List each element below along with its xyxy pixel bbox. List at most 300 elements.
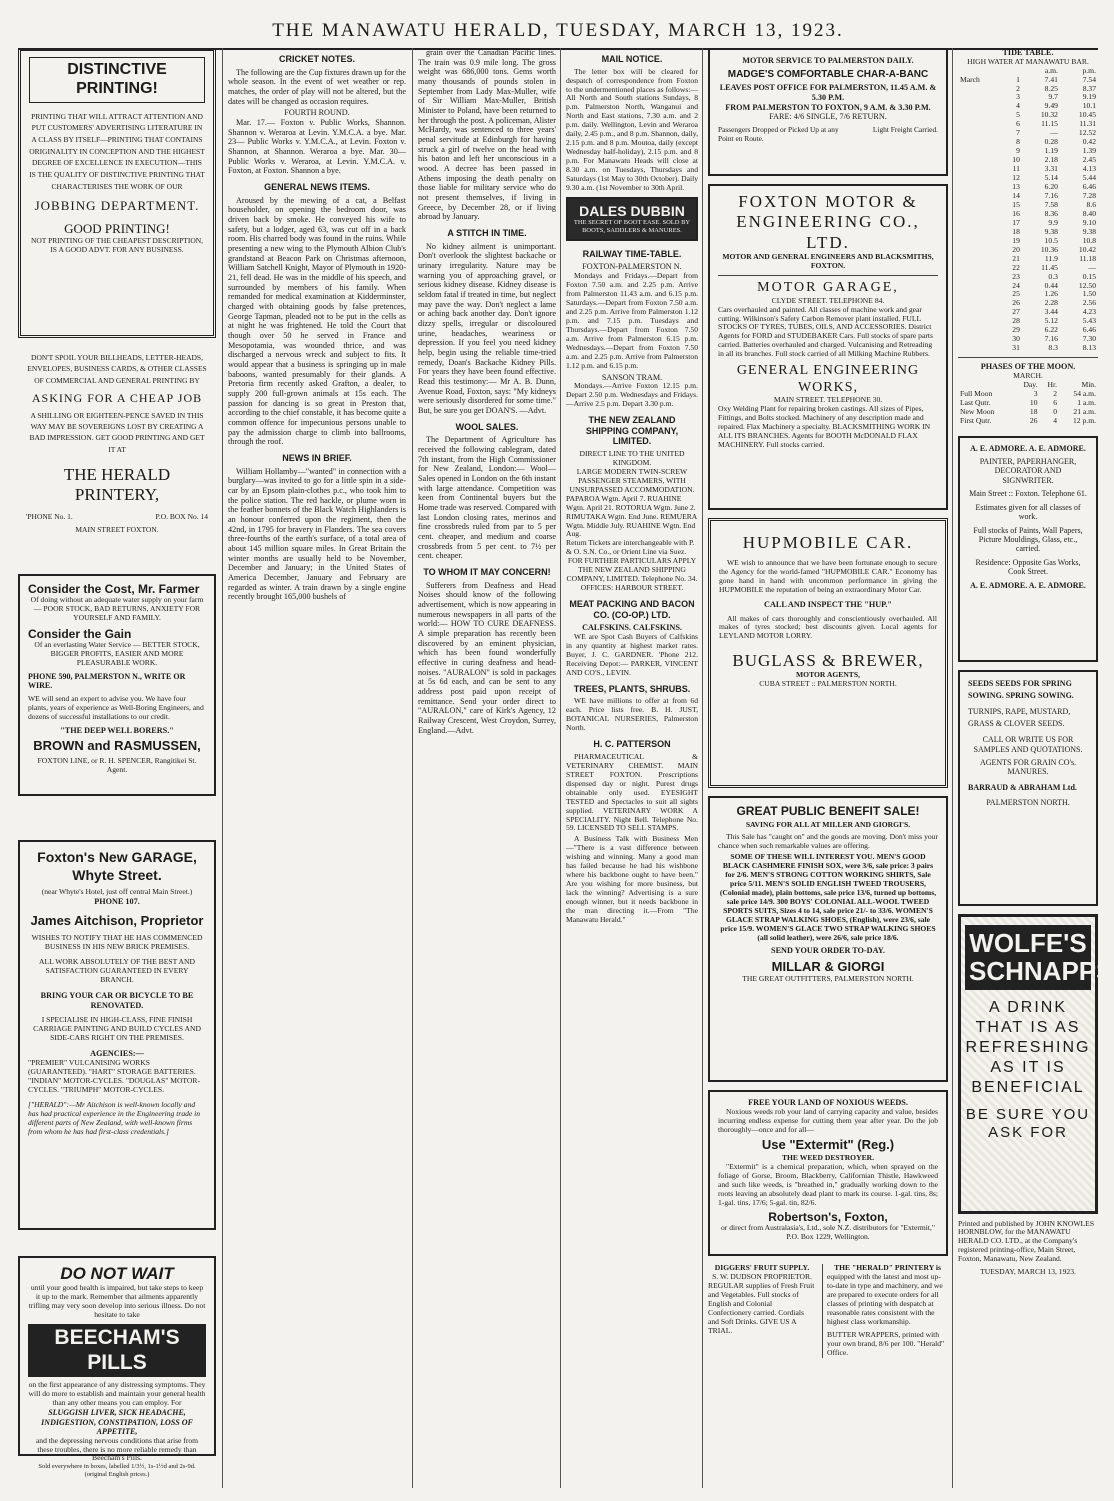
weeds-body: Noxious weeds rob your land of carrying capacity and value, besides incurring endless expense for cutting them year after year. Do the job thoroughly—once and for all— <box>718 1106 938 1134</box>
spoil-text: DON'T SPOIL YOUR BILLHEADS, LETTER-HEADS, ENVELOPES, BUSINESS CARDS, & OTHER CLASSES OF COMMERCIAL AND GENERAL PRINTING BY <box>27 353 207 385</box>
madge-leaves: LEAVES POST OFFICE FOR PALMERSTON, 11.45 A.M. & 5.30 P.M. <box>719 83 937 103</box>
phase-cell: 0 <box>1053 406 1057 416</box>
tide-row <box>958 237 1098 246</box>
garage-body: Cars overhauled and painted. All classes of machine work and gear cutting. Wilkinson's Safety Carbon Remover plant installed. FULL STOCKS OF TYRES, TUBES, OILS, AND ACCESSORIES. District Agents for FORD and STUDEBAKER Cars. Full stocks of spare parts carried. Batteries overhauled and charged. Vulcanising and Retreading in all its branches. Full stock carried of all Milking Machine Rubbers. <box>718 304 933 359</box>
sanson-body: Mondays.—Arrive Foxton 12.15 p.m. Depart 2.50 p.m. Wednesdays and Fridays.—Arrive 2.5 p.m. Depart 3.30 p.m. <box>566 381 698 409</box>
tide-cell: 17 <box>1012 217 1020 227</box>
tide-cell: 0.3 <box>1048 271 1058 281</box>
diggers-title: DIGGERS' FRUIT SUPPLY. <box>714 1263 810 1272</box>
madge-passengers: Passengers Dropped or Picked Up at any Point en Route. <box>718 125 839 143</box>
tide-cell: 11.31 <box>1079 119 1096 129</box>
tide-row <box>958 290 1098 299</box>
tide-cell: 6.20 <box>1044 182 1058 192</box>
tide-cell: 20 <box>1012 244 1020 254</box>
wolfe-sure: BE SURE YOU ASK FOR <box>965 1105 1091 1142</box>
mail-body: The letter box will be cleared for despatch of correspondence from Foxton to the undermentioned places as follows:— All North and South stations Sundays, 8 p.m. Palmerston North, Wanganui and North and East stations, 7.30 a.m. and 2 p.m. daily. Wellington, Levin and Weraroa daily, 2.45 p.m., and 8 p.m. Shannon, daily, 2.15 p.m. and 8 p.m. Moutoa, daily (except Wednesday half-holiday), 2.15 p.m. and 8 p.m. For Manawatu Heads will close at 8.30 a.m. on Tuesdays, Thursdays and Saturdays (1st May to 30th October). Daily 9.30 a.m. (1st November to 30th April. <box>566 66 698 192</box>
tide-row <box>958 120 1098 129</box>
tide-cell: 7.16 <box>1044 334 1058 344</box>
seeds-list: TURNIPS, RAPE, MUSTARD, GRASS & CLOVER SEEDS. <box>968 706 1071 729</box>
hupmobile-title: HUPMOBILE CAR. <box>742 533 914 552</box>
tide-row <box>958 174 1098 183</box>
sale-ad <box>708 796 948 1082</box>
tide-cell: 7.54 <box>1082 74 1096 84</box>
robertson-sub: or direct from Australasia's, Ltd., sole N.Z. distributors for "Extermit," P.O. Box 1229, Wellington. <box>720 1222 936 1241</box>
railway-sub: FOXTON-PALMERSTON N. <box>582 262 682 272</box>
tide-title: TIDE TABLE. <box>1002 48 1054 57</box>
tide-cell: — <box>1088 262 1096 272</box>
cost-body: Of doing without an adequate water supply on your farm — POOR STOCK, BAD RETURNS, ANXIETY FOR YOURSELF AND FAMILY. <box>30 595 204 623</box>
brown-agent: FOXTON LINE, or R. H. SPENCER, Rangitikei St. Agent. <box>37 755 197 774</box>
tide-row <box>958 308 1098 317</box>
sale-items: SOME OF THESE WILL INTEREST YOU. MEN'S GOOD BLACK CASHMERE FINISH SOX, were 3/6, sale price: 3 pairs for 2/6. MEN'S STRONG COTTON WORKING SHIRTS, Sale price 5/11. MEN'S SOLID ENGLISH TWEED TROUSERS, (Colonial made), plain bottoms, sale price 13/6, turned up bottoms, sale price 14/9. 300 BOYS' COLONIAL ALL-WOOL TWEED SPORTS SUITS, Sizes 4 to 14, sale price 21/- to 33/6. WOMEN'S GLACE STRAP WALKING SHOES, (English), were 23/6, sale price 15/9. WOMEN'S GLACE TWO STRAP WALKING SHOES (all solid leather), were 26/6, sale price 18/6. <box>719 852 937 942</box>
tide-row <box>958 76 1098 85</box>
tide-cell: 15 <box>1012 199 1020 209</box>
beecham-body: on the first appearance of any distressing symptoms. They will do more to establish and maintain your general health than any other means you can employ. For <box>28 1380 206 1408</box>
tide-cell: 11 <box>1012 164 1020 174</box>
tide-row <box>958 93 1098 102</box>
tide-row <box>958 219 1098 228</box>
tide-table <box>958 67 1098 354</box>
tide-cell: 8.40 <box>1082 208 1096 218</box>
printery-title: THE "HERALD" PRINTERY is <box>834 1263 941 1272</box>
column-4 <box>566 48 698 1488</box>
hupmobile-ad <box>708 518 948 788</box>
garage-sub: (near Whyte's Hotel, just off central Main Street.) <box>41 887 193 897</box>
tide-cell: 10.42 <box>1078 244 1096 254</box>
tide-cell: 28 <box>1012 316 1020 326</box>
tide-cell: 5 <box>1016 110 1020 120</box>
column-5 <box>708 48 948 1488</box>
admore-ad <box>958 436 1098 662</box>
tide-month-label: March <box>960 74 980 84</box>
foxton-motor-sub: MOTOR AND GENERAL ENGINEERS AND BLACKSMITHS, FOXTON. <box>722 252 934 271</box>
tide-cell: 4.23 <box>1082 307 1096 317</box>
tide-cell: 12 <box>1012 173 1020 183</box>
tide-cell: 8 <box>1016 137 1020 147</box>
phases-table <box>958 381 1098 426</box>
tide-row <box>958 111 1098 120</box>
phone-590: PHONE 590, PALMERSTON N., WRITE OR WIRE. <box>28 672 186 691</box>
printery-phone: 'PHONE No. 1. <box>26 512 73 521</box>
extermit-sub: THE WEED DESTROYER. <box>781 1152 875 1162</box>
tide-cell: 0.42 <box>1082 137 1096 147</box>
tide-cell: 27 <box>1012 307 1020 317</box>
tide-row <box>958 147 1098 156</box>
tide-cell: 9.38 <box>1082 226 1096 236</box>
tide-row <box>958 156 1098 165</box>
herald-printery-heading: THE HERALD PRINTERY, <box>63 464 171 504</box>
tide-cell: 2.28 <box>1044 298 1058 308</box>
tide-cell: 11.45 <box>1041 262 1058 272</box>
motor-garage: MOTOR GARAGE, <box>757 280 899 296</box>
phases-title: PHASES OF THE MOON. <box>980 362 1076 372</box>
tide-cell: 8.3 <box>1048 343 1058 353</box>
good-printing-heading: GOOD PRINTING! <box>64 221 170 237</box>
tide-cell: 4.13 <box>1082 164 1096 174</box>
meat-heading: MEAT PACKING AND BACON CO. (CO-OP.) LTD. <box>569 599 695 620</box>
sale-saving: SAVING FOR ALL AT MILLER AND GIORGI'S. <box>745 820 911 830</box>
gain-body: Of an everlasting Water Service — BETTER STOCK, BIGGER PROFITS, EASIER AND MORE PLEASURABLE WORK. <box>34 640 200 668</box>
engineering-main: MAIN STREET. TELEPHONE 30. <box>773 395 883 405</box>
phase-cell: 10 <box>1029 397 1038 407</box>
trees-heading: TREES, PLANTS, SHRUBS. <box>573 683 691 694</box>
tide-row <box>958 326 1098 335</box>
consider-gain-heading: Consider the Gain <box>28 627 132 642</box>
madge-from: FROM PALMERSTON TO FOXTON, 9 A.M. & 3.30 P.M. <box>725 102 931 112</box>
admore-main: Main Street :: Foxton. Telephone 61. <box>969 489 1087 499</box>
phase-cell: 54 a.m. <box>1073 388 1096 398</box>
phase-row <box>958 417 1098 426</box>
phase-cell: New Moon <box>960 406 995 416</box>
tide-cell: 22 <box>1012 262 1020 272</box>
news-brief-heading: NEWS IN BRIEF. <box>282 453 352 464</box>
tide-cell: 7.30 <box>1082 334 1096 344</box>
tide-header-cell: a.m. <box>1044 65 1058 75</box>
sanson-heading: SANSON TRAM. <box>601 372 663 382</box>
seeds-agents: AGENTS FOR GRAIN CO's. MANURES. <box>979 757 1077 777</box>
tide-cell: 1.26 <box>1044 289 1058 299</box>
tide-row <box>958 344 1098 353</box>
phase-cell: Full Moon <box>960 388 993 398</box>
tide-cell: 12.52 <box>1078 128 1096 138</box>
tide-row <box>958 317 1098 326</box>
garage-specialise: I SPECIALISE IN HIGH-CLASS, FINE FINISH CARRIAGE PAINTING AND BUILD CYCLES AND SIDE-CARS RIGHT ON THE PREMISES. <box>33 1015 201 1043</box>
phase-cell: 2 <box>1053 388 1057 398</box>
phases-month: MARCH. <box>1013 370 1043 380</box>
tide-row <box>958 255 1098 264</box>
tide-cell: 24 <box>1012 280 1020 290</box>
madge-fare: FARE: 4/6 SINGLE, 7/6 RETURN. <box>769 112 887 122</box>
tide-cell: 8.6 <box>1086 199 1096 209</box>
tide-cell: 1 <box>1016 74 1020 84</box>
concern-body: Sufferers from Deafness and Head Noises should know of the following advertisement, which is now appearing in numerous newspapers in all parts of the world:— HOW TO CURE DEAFNESS. A simple preparation has recently been discovered by an eminent physician, which has been found wonderfully effective in curing deafness and head-noises. "AURALON" is sold in packages at 5s 6d each, and can be sent to any address post paid upon receipt of remittance. Send your order direct to "AURALON," care of Kirk's Agency, 12 Railway Crescent, West Croydon, Surrey, England.—Advt. <box>418 580 556 735</box>
tide-cell: 12.50 <box>1078 280 1096 290</box>
foxton-motor-ad <box>708 184 948 510</box>
tide-cell: 4 <box>1016 101 1020 111</box>
wolfe-slogan: A DRINK THAT IS AS REFRESHING AS IT IS BENEFICIAL <box>965 998 1091 1096</box>
column-3 <box>418 48 556 1488</box>
wool-body: The Department of Agriculture has received the following cablegram, dated 7th instant, from the High Commissioner for New Zealand, London:— Wool—Sales opened in London on the 6th instant with large attendance. Competition was keen from Continental buyers but the Home trade was reserved. Compared with last London closing rates, merinos and fine crossbreds ruled from par to 5 per cent. cheaper, and medium and coarse crossbreds from 5 per cent. to 7½ per cent. cheaper. <box>418 435 556 561</box>
tide-cell: 3.31 <box>1044 164 1058 174</box>
shipping-ships: PAPAROA Wgtn. April 7. RUAHINE Wgtn. April 21. ROTORUA Wgtn. June 2. RIMUTAKA Wgtn. End June. REMUERA Wgtn. Middle July. RUAHINE Wgtn. End Aug. <box>566 493 697 539</box>
shipping-heading: THE NEW ZEALAND SHIPPING COMPANY, LIMITED. <box>585 415 679 447</box>
tide-cell: 9 <box>1016 146 1020 156</box>
garage-title: Foxton's New GARAGE, Whyte Street. <box>37 849 197 884</box>
tide-cell: 11.15 <box>1041 119 1058 129</box>
garage-ad <box>18 840 216 1230</box>
tide-cell: 9.7 <box>1048 92 1058 102</box>
tide-cell: 3 <box>1016 92 1020 102</box>
phase-cell: 12 p.m. <box>1073 415 1096 425</box>
seeds-ad <box>958 670 1098 906</box>
phase-cell: 26 <box>1029 415 1038 425</box>
tide-cell: 11.9 <box>1044 253 1058 263</box>
tide-cell: 10.32 <box>1040 110 1058 120</box>
tide-row <box>958 183 1098 192</box>
tide-row <box>958 85 1098 94</box>
butter-wrappers: BUTTER WRAPPERS, printed with your own brand, 8/6 per 100. "Herald" Office. <box>827 1329 945 1357</box>
printing-ad <box>18 48 216 338</box>
tide-cell: 7 <box>1016 128 1020 138</box>
trees-body: WE have millions to offer at from 6d each. Price lists free. B. H. JUST, BOTANICAL NURSERIES, Palmerston North. <box>566 696 698 733</box>
tide-row <box>958 129 1098 138</box>
tide-cell: 16 <box>1012 208 1020 218</box>
tide-cell: 3.44 <box>1044 307 1058 317</box>
tide-cell: — <box>1050 128 1058 138</box>
tide-cell: 9.19 <box>1082 92 1096 102</box>
tide-cell: 10 <box>1012 155 1020 165</box>
tide-cell: 6.46 <box>1082 182 1096 192</box>
tide-cell: 8.36 <box>1044 208 1058 218</box>
beecham-end: and the depressing nervous conditions that arise from these troubles, there is no more reliable remedy than Beecham's Pills. <box>35 1435 199 1463</box>
tide-cell: 10.1 <box>1082 101 1096 111</box>
beecham-sold: Sold everywhere in boxes, labelled 1/3½, 1s-1½d and 2s-9d. (original English prices.) <box>38 1463 196 1479</box>
tide-row <box>958 102 1098 111</box>
tide-row <box>958 138 1098 147</box>
tide-row <box>958 335 1098 344</box>
patterson-heading: H. C. PATTERSON <box>593 739 671 750</box>
phase-cell: 21 a.m. <box>1073 406 1096 416</box>
tide-cell: 7.28 <box>1082 190 1096 200</box>
garage-all-work: ALL WORK ABSOLUTELY OF THE BEST AND SATISFACTION GUARANTEED IN EVERY BRANCH. <box>38 957 196 985</box>
tide-cell: 14 <box>1012 190 1020 200</box>
tide-cell: 10.8 <box>1082 235 1096 245</box>
garage-phone: PHONE 107. <box>94 897 140 907</box>
sale-title: GREAT PUBLIC BENEFIT SALE! <box>736 804 920 818</box>
buglass-address: CUBA STREET :: PALMERSTON NORTH. <box>759 679 897 689</box>
railway-heading: RAILWAY TIME-TABLE. <box>582 248 682 259</box>
garage-bring: BRING YOUR CAR OR BICYCLE TO BE RENOVATED. <box>40 991 194 1010</box>
railway-body: Mondays and Fridays.—Depart from Foxton 7.50 a.m. and 2.25 p.m. Arrive from Palmerston 11.43 a.m. and 6.15 p.m. Saturdays.—Depart from Foxton 7.50 a.m. and 2.25 p.m. Arrive from Palmerston 1.12 p.m. and 7.15 p.m. Tuesdays and Thursdays.—Depart from Foxton 7.50 a.m. Arrive from Palmerston 6.15 p.m. Wednesdays.—Depart from Foxton 7.50 a.m. and 2.25 p.m. Arrive from Palmerston 1.12 p.m. and 6.15 p.m. <box>566 271 698 370</box>
tide-cell: 8.37 <box>1082 83 1096 93</box>
tide-cell: 1.50 <box>1082 289 1096 299</box>
tide-cell: 6.22 <box>1044 325 1058 335</box>
diggers-body: REGULAR supplies of Fresh Fruit and Vegetables. Full stocks of English and Colonial Confectionery carried. Cordials and Soft Drinks. GIVE US A TRIAL. <box>708 1280 815 1335</box>
agencies-list: "PREMIER" VULCANISING WORKS (GUARANTEED). "HART" STORAGE BATTERIES. "INDIAN" MOTOR-CYCLES. "DOUGLAS" MOTOR-CYCLES. "TRIUMPH" MOTOR-CYCLES. <box>28 1057 201 1094</box>
tide-cell: 19 <box>1012 235 1020 245</box>
tide-cell: 21 <box>1012 253 1020 263</box>
buglass-sub: MOTOR AGENTS, <box>796 670 860 680</box>
beecham-ad <box>18 1256 216 1479</box>
beecham-ailments: SLUGGISH LIVER, SICK HEADACHE, INDIGESTION, CONSTIPATION, LOSS OF APPETITE, <box>41 1408 193 1437</box>
tide-row <box>958 192 1098 201</box>
tide-cell: 30 <box>1012 334 1020 344</box>
phase-header-cell: Min. <box>1081 379 1096 389</box>
stitch-heading: A STITCH IN TIME. <box>447 228 527 239</box>
tide-row <box>958 282 1098 291</box>
tide-cell: 1.19 <box>1044 146 1058 156</box>
printing-title: DISTINCTIVE PRINTING! <box>29 57 205 103</box>
calfskins: CALFSKINS. CALFSKINS. <box>582 623 682 633</box>
barraud: BARRAUD & ABRAHAM Ltd. <box>968 782 1077 792</box>
aitchison-heading: James Aitchison, Proprietor <box>30 913 204 928</box>
madge-ad <box>708 48 948 176</box>
phase-cell: First Qutr. <box>960 415 992 425</box>
tide-cell: 31 <box>1012 343 1020 353</box>
wolfe-name: WOLFE'S SCHNAPPS <box>965 925 1091 990</box>
tide-cell: 5.44 <box>1082 173 1096 183</box>
madge-freight: Light Freight Carried. <box>872 125 938 135</box>
dales-ad <box>566 197 698 241</box>
good-printing-body: NOT PRINTING OF THE CHEAPEST DESCRIPTION, IS A GOOD ADVT. FOR ANY BUSINESS. <box>30 235 204 254</box>
miller-sub: THE GREAT OUTFITTERS, PALMERSTON NORTH. <box>742 973 914 983</box>
phase-cell: Last Qutr. <box>960 397 991 407</box>
tide-row <box>958 299 1098 308</box>
tide-cell: 2.18 <box>1044 155 1058 165</box>
engineering-body: Oxy Welding Plant for repairing broken castings. All sizes of Pipes, Fittings, and Bolts stocked. Machinery of any description made and repaired. Flax Machinery a specialty. BLACKSMITHING WORK IN ALL ITS BRANCHES. Agents for BOOTH McDONALD FLAX MACHINERY. Full stocks carried. <box>718 404 931 450</box>
concern-heading: TO WHOM IT MAY CONCERN! <box>423 567 551 578</box>
deep-well-heading: "THE DEEP WELL BORERS." <box>60 725 174 735</box>
sale-body: This Sale has "caught on" and the goods are moving. Don't miss your chance when such remarkable values are offering. <box>718 832 938 851</box>
imprint: Printed and published by JOHN KNOWLES HORNBLOW, for the MANAWATU HERALD CO. LTD., at the Company's registered printing-office, Main Street, Foxton, Manawatu, New Zealand. <box>958 1218 1095 1264</box>
phase-cell: 4 <box>1053 415 1057 425</box>
hupmobile-body: WE wish to announce that we have been fortunate enough to secure the Agency for the world-famed "HUPMOBILE CAR." Economy has gone hand in hand with uncommon performance in giving the HUPMOBILE the reputation of being an extraordinary Motor Car. <box>719 558 937 594</box>
jobbing-heading: JOBBING DEPARTMENT. <box>34 198 200 214</box>
tide-row <box>958 273 1098 282</box>
admore-bottom: A. E. ADMORE. A. E. ADMORE. <box>970 580 1086 590</box>
business-talk: A Business Talk with Business Men—"There is a vast difference between wishing and winning. Many a good man has failed because he had his wishbone where his backbone ought to have been." Are you wishing for more business, but lack the winning? Advertising is a sure enough winner, but it needs backbone in the man directing it.—From "The Manawatu Herald." <box>566 834 698 924</box>
well-body: WE will send an expert to advise you. We have four plants, years of experience as Well-Boring Engineers, and dozens of successful installations to our credit. <box>28 693 204 721</box>
printing-body: PRINTING THAT WILL ATTRACT ATTENTION AND PUT CUSTOMERS' ADVERTISING LITERATURE IN A CLASS BY ITSELF—PRINTING THAT CONTAINS ORIGINALITY IN CONCEPTION AND THE HIGHEST DEGREE OF EXCELLENCE IN EXECUTION—THIS IS THE QUALITY OF DISTINCTIVE PRINTING THAT CHARACTERISES THE WORK OF OUR <box>29 111 205 191</box>
admore-stock: Full stocks of Paints, Wall Papers, Picture Mouldings, Glass, etc., carried. <box>973 525 1083 554</box>
tide-row <box>958 246 1098 255</box>
beecham-intro: until your good health is impaired, but take steps to keep it up to the mark. Remember that ailments apparently trifling may very soon develop into serious illness. Do not hesitate to take <box>28 1283 206 1319</box>
tide-cell: 9.10 <box>1082 217 1096 227</box>
tide-row <box>958 165 1098 174</box>
consider-cost-heading: Consider the Cost, Mr. Farmer <box>28 582 200 596</box>
tide-cell: 7.41 <box>1044 74 1058 84</box>
cricket-heading: CRICKET NOTES. <box>278 54 355 64</box>
tide-cell: 5.12 <box>1044 316 1058 326</box>
masthead: THE MANAWATU HERALD, TUESDAY, MARCH 13, 1923. <box>18 20 1098 50</box>
sale-send: SEND YOUR ORDER TO-DAY. <box>771 945 885 955</box>
tide-cell: 9.49 <box>1044 101 1058 111</box>
shipping-return: Return Tickets are interchangeable with P. & O. S.N. Co., or Orient Line via Suez. <box>566 538 695 557</box>
fourth-round: FOURTH ROUND. <box>284 108 350 118</box>
weeds-title: FREE YOUR LAND OF NOXIOUS WEEDS. <box>748 1098 908 1107</box>
meat-body: WE are Spot Cash Buyers of Calfskins in any quantity at highest market rates. Buyer, J. C. GARDNER. 'Phone 212. Receiving Depot:— PARKER, VINCENT AND CO'S., LEVIN. <box>566 632 698 677</box>
tide-cell: 5.43 <box>1082 316 1096 326</box>
tide-cell: 10.5 <box>1044 235 1058 245</box>
tide-cell: 23 <box>1012 271 1020 281</box>
miller-giorgi: MILLAR & GIORGI <box>771 959 885 975</box>
phase-cell: 1 a.m. <box>1077 397 1096 407</box>
tide-cell: 29 <box>1012 325 1020 335</box>
asking-heading: ASKING FOR A CHEAP JOB <box>31 390 203 405</box>
tide-cell: 10.45 <box>1078 110 1096 120</box>
wool-heading: WOOL SALES. <box>455 421 519 432</box>
mail-heading: MAIL NOTICE. <box>601 54 663 64</box>
tide-cell: 2.45 <box>1082 155 1096 165</box>
tide-cell: 9.9 <box>1048 217 1058 227</box>
garage-wishes: WISHES TO NOTIFY THAT HE HAS COMMENCED BUSINESS IN HIS NEW BRICK PREMISES. <box>31 933 203 952</box>
phase-header-cell: Hr. <box>1047 379 1057 389</box>
beecham-title: BEECHAM'S PILLS <box>28 1324 206 1378</box>
tide-cell: 10.36 <box>1040 244 1058 254</box>
engineering-title: GENERAL ENGINEERING WORKS, <box>736 363 920 395</box>
tide-cell: 13 <box>1012 182 1020 192</box>
tide-cell: 2 <box>1016 83 1020 93</box>
column-6 <box>958 48 1114 1488</box>
admore-top: A. E. ADMORE. A. E. ADMORE. <box>970 443 1086 453</box>
extermit-ad <box>708 1090 948 1256</box>
shipping-line: DIRECT LINE TO THE UNITED KINGDOM. <box>579 448 685 467</box>
patterson-body: PHARMACEUTICAL & VETERINARY CHEMIST. MAIN STREET FOXTON. Prescriptions dispensed day or night. Purest drugs obtainable only used. EYESIGHT TESTED and Spectacles to suit all sights supplied. VETERINARY WORK A SPECIALITY. Night Bell. Telephone No. 59. LICENSED TO SELL STAMPS. <box>566 751 698 833</box>
column-2 <box>228 48 406 1488</box>
robertson-title: Robertson's, Foxton, <box>768 1209 888 1224</box>
shipping-particulars: FOR FURTHER PARTICULARS APPLY THE NEW ZEALAND SHIPPING COMPANY, LIMITED. Telephone No. 34. OFFICES: HARBOUR STREET. <box>566 556 698 593</box>
tide-cell: 2.56 <box>1082 298 1096 308</box>
cricket-fixtures: Mar. 17.— Foxton v. Public Works, Shannon. Shannon v. Weraroa at Levin. Y.M.C.A. a bye. Mar. 23— Public Works v. Y.M.C.A., at Levin. Foxton v. Shannon, at Shannon. Weraroa a bye. Mar. 30— Public Works v. Weraroa, at Levin. Y.M.C.A. v. Foxton, at Foxton. Shannon a bye. <box>228 117 406 176</box>
diggers-ad <box>708 1264 816 1358</box>
herald-printery-ad <box>18 346 216 566</box>
admore-role: PAINTER, PAPERHANGER, DECORATOR AND SIGNWRITER. <box>979 456 1077 485</box>
tide-row <box>958 201 1098 210</box>
tide-row <box>958 210 1098 219</box>
cricket-body: The following are the Cup fixtures drawn up for the whole season. In the event of wet weather or rep. matches, the order of play will not be altered, but the dates will be changed as occasion requires. <box>228 67 406 106</box>
grain-body: grain over the Canadian Pacific lines. The train was 0.9 mile long. The gross weight was 686,000 tons. Gems worth many thousands of pounds stolen in September from Lady Max-Muller, wife of Sir William Max-Muller, British Minister to Poland, have been returned to her through the post. A policeman, Alister McHardy, was sentenced to three years' penal servitude at Edinburgh for having struck a girl of twelve on the head with his baton and left her unconscious in a wood. A decree has been passed in Athens imposing the death penalty on those liable for military service who do not present themselves, if living in Greece, by December 28, or if living abroad by January. <box>418 48 556 222</box>
tide-cell: 18 <box>1012 226 1020 236</box>
general-news-body: Aroused by the mewing of a cat, a Belfast householder, on opening the bedroom door, was driven back by smoke. He conveyed his wife to safety, but a lodger, aged 63, was cut off in a back room. His charred body was found in the ruins. While presenting a new wing to the Plymouth Albion Club's grandstand at Beacon Park on Christmas afternoon, William Satchell Knight, Mayor of Plymouth in 1920-21, fell dead. He was in the middle of his speech, and surrounded by members of his family. When remanded for medical examination at Kidderminster, charged with obtaining goods by false pretences, George Tapman, pleaded not to be put in the cells as at night he was frightened. He told the Court that though over 50 he served in France and Mesopotamia, was wounded thrice, and was discharged a nervous wreck and subject to fits. It would appear that a business is springing up in male baboons, wanted presumably for their glands. A Pretoria firm recently asked Grafton, a dealer, to supply 200 full-grown animals at 15s each. The passion for dancing is so great in Preston that, according to the chief constable, it has become quite a common offence for impecunious persons unable to pay the admission charge to climb into ballrooms, through the roof. <box>228 195 406 447</box>
tide-cell: 9.38 <box>1044 226 1058 236</box>
tide-cell: 26 <box>1012 298 1020 308</box>
saved-text: A SHILLING OR EIGHTEEN-PENCE SAVED IN THIS WAY MAY BE SOVEREIGNS LOST BY CREATING A BAD IMPRESSION. GET GOOD PRINTING AND GET IT AT <box>29 410 205 454</box>
motor-service: MOTOR SERVICE TO PALMERSTON DAILY. <box>742 56 914 65</box>
tide-cell: 25 <box>1012 289 1020 299</box>
tide-row <box>958 264 1098 273</box>
tide-header-cell: p.m. <box>1082 65 1096 75</box>
tide-sub: HIGH WATER AT MANAWATU BAR. <box>967 56 1089 66</box>
extermit-body: "Extermit" is a chemical preparation, which, when sprayed on the foliage of Gorse, Broom, Blackberry, Californian Thistle, Hawkweed and such like weeds, is "breathed in," gradually working down to the roots leaving an absolutely dead plant to mark its course. 1-gal. tins, 8s; 1-gal. tins, 17/6; 5-gal. tin, 82/6. <box>718 1161 938 1207</box>
tide-row <box>958 228 1098 237</box>
madge-title: MADGE'S COMFORTABLE CHAR-A-BANC <box>727 68 929 80</box>
news-brief-body: William Hollamby—"wanted" in connection with a burglary—was invited to go for a little spin in a side-car by an Epsom plain-clothes p.c., who took him to the police station. The red hackle, or plume worn in the feather bonnets of the Black Watch Highlanders is an honour conferred upon the regiment, then the 42nd, in 1795 for bravery in Flanders. The sea covers three-fourths of the earth's surface, of a total area of about 145 million square miles. In Great Britain the winter months are usually held to be November, December and January; in the United States of America December, January and February are regarded as winter. A train drawn by a single engine recently brought 165,000 bushels of <box>228 466 406 602</box>
printery-body: equipped with the latest and most up-to-date in type and machinery, and we are prepared to execute orders for all classes of printing with despatch at reasonable rates consistent with the highest class workmanship. <box>827 1271 943 1326</box>
hupmobile-makes: All makes of cars thoroughly and conscientiously overhauled. All makes of tyres stocked; best discounts given. Local agents for LEYLAND MOTOR LORRY. <box>719 613 937 641</box>
imprint-date: TUESDAY, MARCH 13, 1923. <box>980 1267 1076 1277</box>
column-1 <box>18 48 216 1488</box>
diggers-prop: S. W. DUDSON PROPRIETOR. <box>712 1271 812 1281</box>
phase-header-cell: Day. <box>1023 379 1038 389</box>
general-news-heading: GENERAL NEWS ITEMS. <box>264 182 370 192</box>
phase-cell: 6 <box>1053 397 1057 407</box>
well-borers-ad <box>18 574 216 796</box>
tide-cell: 6.46 <box>1082 325 1096 335</box>
tide-cell: 6 <box>1016 119 1020 129</box>
dales-sub: THE SECRET OF BOOT EASE. SOLD BY BOOTS, SADDLERS & MANURES. <box>573 219 691 235</box>
phase-cell: 18 <box>1029 406 1038 416</box>
seeds-call: CALL OR WRITE US FOR SAMPLES AND QUOTATIONS. <box>973 735 1083 754</box>
printery-ad <box>822 1264 948 1358</box>
admore-estimates: Estimates given for all classes of work. <box>975 502 1081 522</box>
tide-cell: 0.28 <box>1044 137 1058 147</box>
tide-cell: 1.39 <box>1082 146 1096 156</box>
tide-cell: 11.18 <box>1079 253 1096 263</box>
do-not-wait: DO NOT WAIT <box>60 1264 174 1283</box>
phase-cell: 3 <box>1033 388 1038 398</box>
tide-cell: 5.14 <box>1044 173 1058 183</box>
printery-po-box: P.O. BOX No. 14 <box>155 512 208 521</box>
tide-cell: 8.13 <box>1082 343 1096 353</box>
clyde-street: CLYDE STREET. TELEPHONE 84. <box>771 295 885 305</box>
barraud-city: PALMERSTON NORTH. <box>986 798 1070 808</box>
agencies-heading: AGENCIES:— <box>90 1049 144 1059</box>
herald-note: ["HERALD":—Mr Aitchison is well-known locally and has had practical experience in the Engineering trade in different parts of New Zealand, with well-known firms from whom he has had first-class credentials.] <box>28 1099 201 1136</box>
shipping-body: LARGE MODERN TWIN-SCREW PASSENGER STEAMERS, WITH UNSURPASSED ACCOMMODATION. <box>569 466 695 494</box>
tide-cell: 7.58 <box>1044 199 1058 209</box>
seeds-heading: SEEDS SEEDS FOR SPRING SOWING. SPRING SOWING. <box>968 678 1074 700</box>
foxton-motor-title: FOXTON MOTOR & ENGINEERING CO., LTD. <box>736 192 920 252</box>
